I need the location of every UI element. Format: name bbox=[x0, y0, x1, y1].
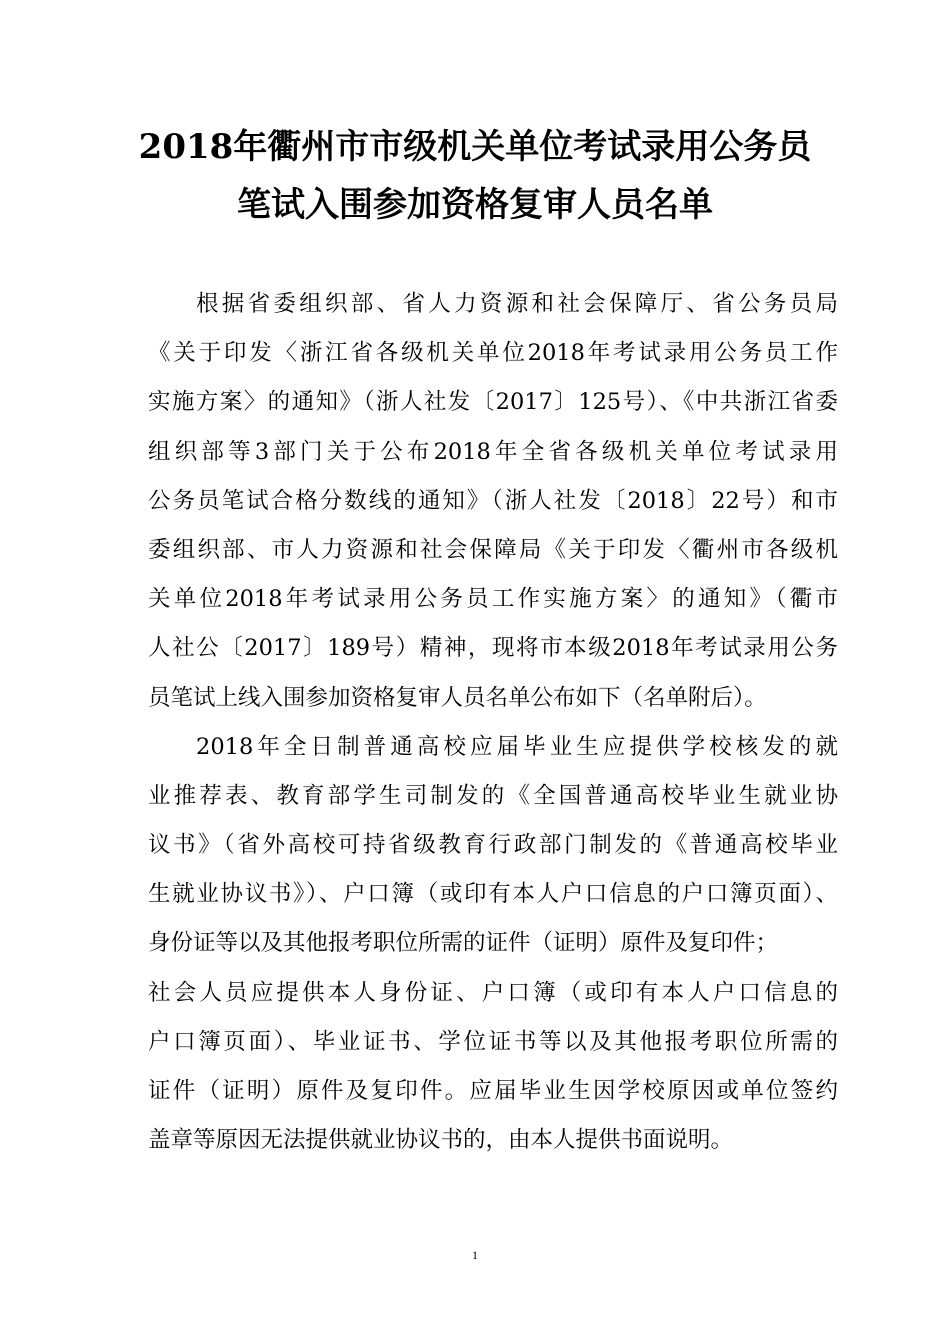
page-number: 1 bbox=[472, 1248, 478, 1262]
paragraph-line: 委组织部、市人力资源和社会保障局《关于印发〈衢州市各级机 bbox=[148, 536, 838, 563]
paragraph-line: 实施方案〉的通知》（浙人社发〔2017〕125号）、《中共浙江省委 bbox=[148, 389, 838, 416]
title-line-1: 2018年衢州市市级机关单位考试录用公务员 bbox=[138, 127, 812, 167]
paragraph-line: 户口簿页面）、毕业证书、学位证书等以及其他报考职位所需的 bbox=[148, 1028, 838, 1055]
paragraph-line: 公务员笔试合格分数线的通知》（浙人社发〔2018〕22号）和市 bbox=[148, 487, 838, 514]
paragraph-line: 业推荐表、教育部学生司制发的《全国普通高校毕业生就业协 bbox=[148, 782, 838, 809]
paragraph-line: 证件（证明）原件及复印件。应届毕业生因学校原因或单位签约 bbox=[148, 1078, 838, 1104]
paragraph-line: 组织部等3部门关于公布2018年全省各级机关单位考试录用 bbox=[148, 438, 838, 465]
paragraph-line: 议书》（省外高校可持省级教育行政部门制发的《普通高校毕业 bbox=[148, 832, 838, 859]
paragraph-2 bbox=[148, 723, 838, 1166]
paragraph-line: 人社公〔2017〕189号）精神，现将市本级2018年考试录用公务 bbox=[148, 635, 838, 662]
paragraph-line: 身份证等以及其他报考职位所需的证件（证明）原件及复印件； bbox=[148, 930, 779, 957]
paragraph-line: 2018年全日制普通高校应届毕业生应提供学校核发的就 bbox=[196, 733, 838, 760]
title-line-2: 笔试入围参加资格复审人员名单 bbox=[237, 185, 713, 225]
document-body bbox=[148, 280, 838, 1165]
paragraph-line: 员笔试上线入围参加资格复审人员名单公布如下（名单附后）。 bbox=[148, 684, 767, 711]
paragraph-line: 盖章等原因无法提供就业协议书的，由本人提供书面说明。 bbox=[148, 1127, 734, 1154]
paragraph-line: 根据省委组织部、省人力资源和社会保障厅、省公务员局 bbox=[196, 291, 838, 317]
paragraph-line: 社会人员应提供本人身份证、户口簿（或印有本人户口信息的 bbox=[148, 979, 838, 1006]
paragraph-line: 关单位2018年考试录用公务员工作实施方案〉的通知》（衢市 bbox=[148, 586, 838, 613]
paragraph-line: 生就业协议书》）、户口簿（或印有本人户口信息的户口簿页面）、 bbox=[148, 881, 838, 908]
document-title bbox=[100, 118, 850, 234]
paragraph-1 bbox=[148, 280, 838, 723]
paragraph-line: 《关于印发〈浙江省各级机关单位2018年考试录用公务员工作 bbox=[148, 340, 838, 367]
